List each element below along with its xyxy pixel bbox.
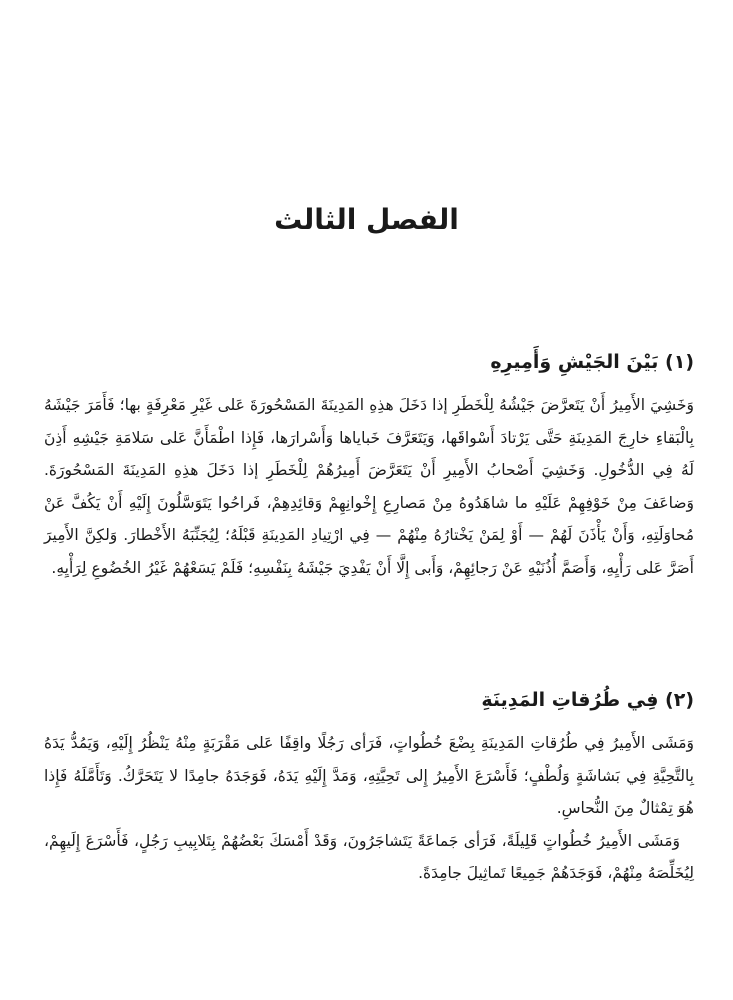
- section-1: [44, 345, 694, 584]
- chapter-title: الفصل الثالث: [274, 203, 459, 236]
- section-2: [44, 683, 694, 890]
- paragraph: وَخَشِيَ الأَمِيرُ أَنْ يَتَعرَّضَ جَيْشُهُ لِلْخَطَرِ إذا دَخَلَ هذِهِ المَدِينَةَ المَسْحُورَةَ عَلى غَيْرِ مَعْرِفَةٍ بها؛ فَأَمَرَ جَيْشَهُ بِالْبَقاءِ خارِجَ المَدِينَةِ حَتَّى يَرْتادَ أَسْواقَها، وَيَتَعَرَّفَ خَباياها وَأَسْرارَها، فَإِذا اطْمَأَنَّ عَلى سَلامَةِ جَيْشِهِ أَذِنَ لَهُ فِي الدُّخُولِ. وَخَشِيَ أَصْحابُ الأَمِيرِ أَنْ يَتَعَرَّضَ أَمِيرُهُمْ لِلْخَطَرِ إذا دَخَلَ هذِهِ المَدِينَةَ المَسْحُورَةَ. وَضاعَفَ مِنْ خَوْفِهِمْ عَلَيْهِ ما شاهَدُوهُ مِنْ مَصارِعِ إِخْوانِهِمْ وَقائِدِهِمْ، فَراحُوا يَتَوَسَّلُونَ إِلَيْهِ أَنْ يَكُفَّ عَنْ مُحاوَلَتِهِ، وَأَنْ يَأْذَنَ لَهُمْ — أَوْ لِمَنْ يَخْتارُهُ مِنْهُمْ — فِي ارْتِيادِ المَدِينَةِ قَبْلَهُ؛ لِيُجَنِّبَهُ الأَخْطارَ. وَلكِنَّ الأَمِيرَ أَصَرَّ عَلى رَأْيِهِ، وَأَصَمَّ أُذُنَيْهِ عَنْ رَجائِهِمْ، وَأَبى إِلَّا أَنْ يَفْدِيَ جَيْشَهُ بِنَفْسِهِ؛ فَلَمْ يَسَعْهُمْ غَيْرُ الخُضُوعِ لِرَأْيِهِ.: [44, 396, 694, 577]
- paragraph: وَمَشَى الأَمِيرُ خُطُواتٍ قَلِيلَةً، فَرَأى جَماعَةً يَتَشاجَرُونَ، وَقَدْ أَمْسَكَ بَعْضُهُمْ بِتَلابِيبِ رَجُلٍ، فَأَسْرَعَ إِلَيهِمْ، لِيُخَلِّصَهُ مِنْهُمْ، فَوَجَدَهُمْ جَمِيعًا تَماثِيلَ جامِدَةً.: [44, 831, 694, 882]
- section-heading: (٢) فِي طُرُقاتِ المَدِينَةِ: [481, 689, 694, 711]
- paragraph: وَمَشَى الأَمِيرُ فِي طُرُقاتِ المَدِينَةِ بِضْعَ خُطُواتٍ، فَرَأى رَجُلًا واقِفًا عَلى مَقْرَبَةٍ مِنْهُ يَنْظُرُ إِلَيْهِ، وَيَمُدُّ يَدَهُ بِالتَّحِيَّةِ فِي بَشاشَةٍ وَلُطْفٍ؛ فَأَسْرَعَ الأَمِيرُ إِلى تَحِيَّتِهِ، وَمَدَّ إِلَيْهِ يَدَهُ، فَوَجَدَهُ جامِدًا لا يَتَحَرَّكُ. وَتَأَمَّلَهُ فَإِذا هُوَ تِمْثالٌ مِنَ النُّحاسِ.: [44, 734, 694, 817]
- section-heading: (١) بَيْنَ الجَيْشِ وَأَمِيرِهِ: [490, 351, 694, 373]
